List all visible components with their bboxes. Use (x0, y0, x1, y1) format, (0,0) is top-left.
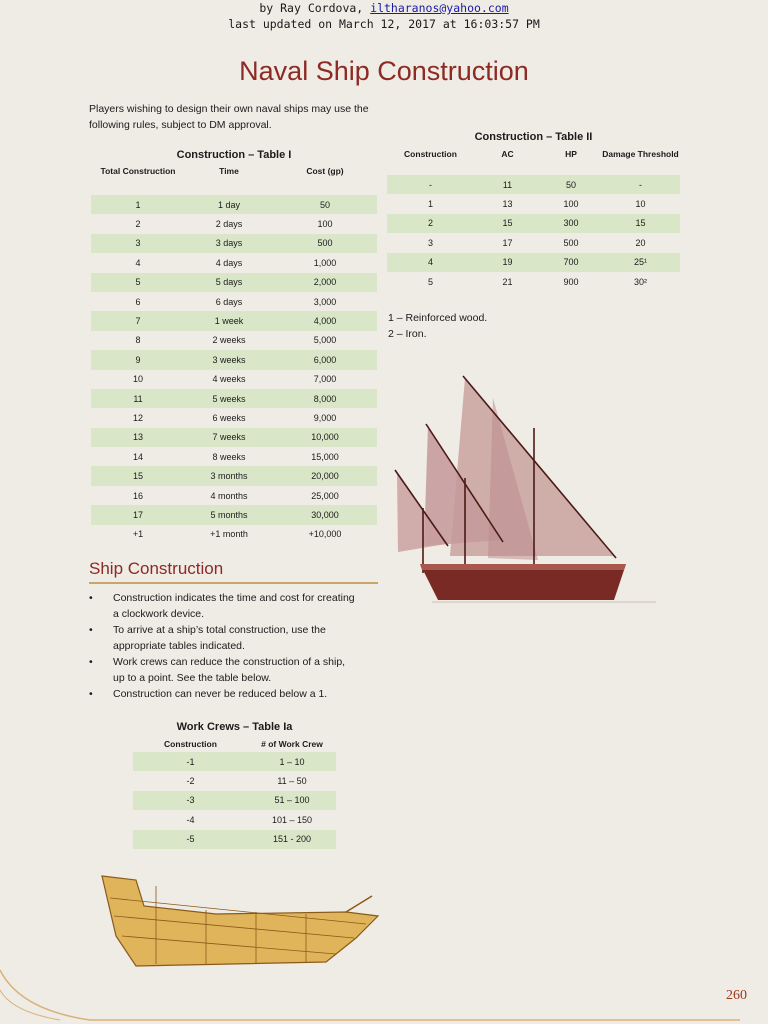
note-2: 2 – Iron. (388, 328, 427, 340)
table-row (133, 771, 336, 790)
table1-col-time: Time (219, 166, 239, 176)
author-email-link[interactable]: iltharanos@yahoo.com (370, 1, 509, 15)
table-cell: 15 (91, 466, 185, 485)
table-cell: 20 (635, 237, 646, 248)
table-cell: 11 – 50 (277, 776, 307, 787)
table-cell: 10,000 (273, 428, 377, 447)
table-cell: 2 days (215, 219, 243, 230)
table-row (91, 195, 377, 214)
table2-header-row (387, 148, 680, 175)
author-line (0, 0, 768, 16)
table-cell: +1 month (210, 529, 248, 540)
bullet-item: • Construction indicates the time and cost for creating a clockwork device. (89, 590, 359, 622)
table-row (91, 311, 377, 330)
table-cell: 100 (317, 219, 333, 230)
table2-col-hp: HP (565, 149, 577, 159)
table-cell: -5 (133, 830, 248, 849)
updated-line: last updated on March 12, 2017 at 16:03:57 PM (228, 17, 540, 31)
table-row (91, 350, 377, 369)
table-row (133, 791, 336, 810)
table-cell: 2,000 (273, 273, 377, 292)
table-cell: -4 (186, 814, 195, 825)
table-cell: 13 (502, 199, 513, 210)
table2-caption: Construction – Table II (474, 131, 593, 143)
table2-col-construction: Construction (404, 149, 457, 159)
table-cell: 3 (427, 237, 433, 248)
table-row (133, 810, 336, 829)
table-cell: 1 (427, 199, 433, 210)
bullet-item: • To arrive at a ship’s total construction, use the appropriate tables indicated. (89, 622, 359, 654)
table-cell: 4 weeks (212, 374, 246, 385)
author-prefix: by Ray Cordova, (259, 1, 371, 15)
table-cell: 500 (273, 234, 377, 253)
table-cell: 20,000 (273, 466, 377, 485)
table-cell: 7 (91, 311, 185, 330)
table-row (133, 752, 336, 771)
table-cell: 3,000 (313, 296, 337, 307)
table1-header-row (91, 165, 377, 195)
table-row (91, 447, 377, 466)
table-cell: 25,000 (311, 490, 339, 501)
table-cell: 1 (91, 195, 185, 214)
table-row (387, 272, 680, 291)
table-cell: 900 (563, 276, 579, 287)
note-1: 1 – Reinforced wood. (388, 312, 488, 324)
table-cell: 15 (474, 214, 541, 233)
table-cell: 30² (633, 276, 647, 287)
table-row (91, 389, 377, 408)
table-cell: 6,000 (273, 350, 377, 369)
table-cell: 1 day (185, 195, 273, 214)
table-cell: 15 (601, 214, 680, 233)
table-cell: 700 (541, 253, 601, 272)
table-row (91, 525, 377, 544)
table-cell: 4 (387, 253, 474, 272)
table-cell: -3 (133, 791, 248, 810)
table-row (91, 253, 377, 272)
table-cell: 7,000 (313, 374, 337, 385)
table-row (387, 233, 680, 252)
table-cell: +1 (132, 529, 144, 540)
table-row (91, 292, 377, 311)
table-cell: +10,000 (308, 529, 342, 540)
table-row (387, 214, 680, 233)
table-cell: 3 days (185, 234, 273, 253)
table-cell: 3 months (185, 466, 273, 485)
table-row (91, 505, 377, 524)
page-border-flourish (0, 950, 768, 1024)
table3-header-row (133, 738, 336, 752)
table-cell: 19 (474, 253, 541, 272)
table-cell: 101 – 150 (271, 814, 313, 825)
table-cell: 50 (273, 195, 377, 214)
table-row (91, 428, 377, 447)
table-cell: 11 (474, 175, 541, 194)
table3-col-crew: # of Work Crew (261, 739, 323, 749)
construction-table-2 (387, 148, 680, 291)
table-cell: 6 days (215, 296, 243, 307)
sailing-ship-illustration (388, 368, 660, 608)
table-cell: - (601, 175, 680, 194)
table-row (387, 253, 680, 272)
table-cell: - (387, 175, 474, 194)
table-cell: 3 (91, 234, 185, 253)
construction-bullet-list (89, 590, 359, 702)
table3-col-construction: Construction (164, 739, 217, 749)
table2-col-ac: AC (501, 149, 514, 159)
table-cell: 1,000 (313, 257, 337, 268)
ship-sails (397, 378, 613, 560)
table-cell: 17 (502, 237, 513, 248)
table-cell: 2 weeks (212, 335, 246, 346)
table2-notes (388, 310, 487, 342)
table-row (387, 175, 680, 194)
table-cell: 50 (541, 175, 601, 194)
construction-table-1 (91, 165, 377, 544)
bullet-item: • Work crews can reduce the construction of a ship, up to a point. See the table below. (89, 654, 359, 686)
table-cell: 4 months (210, 490, 248, 501)
table-row (91, 331, 377, 350)
table1-col-cost: Cost (gp) (306, 166, 344, 176)
table-cell: 3 weeks (185, 350, 273, 369)
table-cell: 100 (563, 199, 579, 210)
table-cell: 1 – 10 (248, 752, 336, 771)
table-cell: 5,000 (313, 335, 337, 346)
table-cell: 151 - 200 (248, 830, 336, 849)
table-cell: 4,000 (273, 311, 377, 330)
table-cell: 25¹ (601, 253, 680, 272)
bullet-item: • Construction can never be reduced below a 1. (89, 686, 359, 702)
table-cell: 5 months (185, 505, 273, 524)
table-cell: 2 (135, 219, 141, 230)
table-cell: 9 (91, 350, 185, 369)
table-cell: 10 (132, 374, 143, 385)
table-cell: 1 week (185, 311, 273, 330)
table-cell: -1 (133, 752, 248, 771)
intro-paragraph: Players wishing to design their own naval ships may use the following rules, subject to DM approval. (89, 103, 369, 131)
table-row (91, 408, 377, 427)
table-cell: 5 (427, 276, 433, 287)
table-cell: 300 (541, 214, 601, 233)
table-cell: 7 weeks (185, 428, 273, 447)
table-cell: 5 (91, 273, 185, 292)
table1-caption: Construction – Table I (176, 149, 292, 161)
table-cell: 16 (132, 490, 143, 501)
table-row (387, 194, 680, 213)
page-title: Naval Ship Construction (239, 56, 529, 86)
table-cell: 21 (502, 276, 513, 287)
table2-col-threshold: Damage Threshold (602, 149, 679, 159)
table3-caption: Work Crews – Table Ia (176, 721, 293, 733)
table-row (91, 214, 377, 233)
table1-col-total: Total Construction (100, 166, 176, 176)
table-cell: 6 weeks (212, 412, 246, 423)
table-cell: 13 (91, 428, 185, 447)
table-cell: 15,000 (311, 451, 339, 462)
work-crews-table (133, 738, 336, 849)
table-cell: 8 weeks (212, 451, 246, 462)
table-cell: 51 – 100 (248, 791, 336, 810)
table-cell: 17 (91, 505, 185, 524)
table-cell: 8,000 (273, 389, 377, 408)
table-cell: 9,000 (313, 412, 337, 423)
table-cell: 4 (135, 257, 141, 268)
page-number: 260 (726, 988, 747, 1003)
table-row (91, 466, 377, 485)
table-cell: 14 (132, 451, 143, 462)
table-row (91, 370, 377, 389)
table-cell: -2 (186, 776, 195, 787)
table-row (91, 486, 377, 505)
table-cell: 4 days (215, 257, 243, 268)
table-cell: 11 (91, 389, 185, 408)
table-cell: 30,000 (273, 505, 377, 524)
table-cell: 5 weeks (185, 389, 273, 408)
table-row (91, 273, 377, 292)
table-cell: 6 (135, 296, 141, 307)
table-cell: 5 days (185, 273, 273, 292)
table-row (91, 234, 377, 253)
table-row (133, 830, 336, 849)
page-header (0, 0, 768, 32)
table-cell: 2 (387, 214, 474, 233)
table-cell: 500 (563, 237, 579, 248)
section-heading-ship-construction: Ship Construction (89, 559, 378, 584)
table-cell: 12 (132, 412, 143, 423)
table-cell: 10 (635, 199, 646, 210)
table-cell: 8 (135, 335, 141, 346)
